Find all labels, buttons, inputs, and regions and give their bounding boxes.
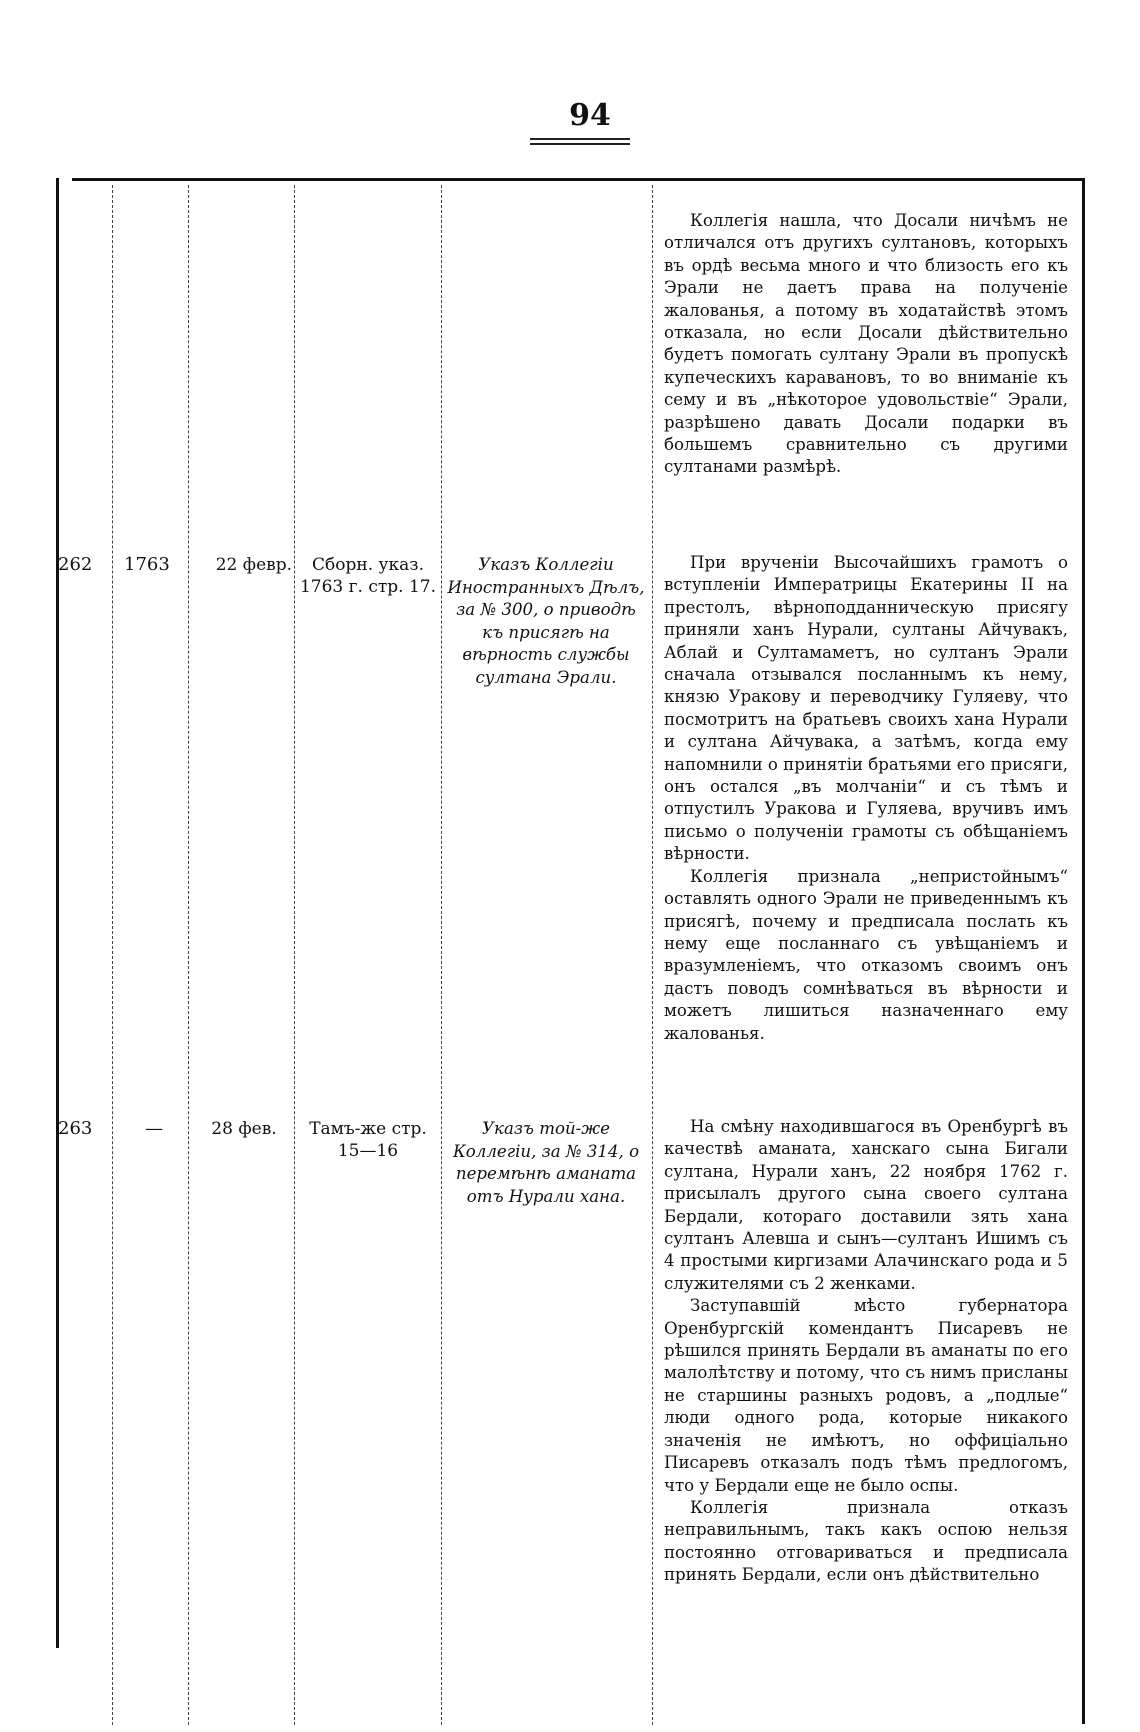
entry-paragraph: На смѣну находившагося въ Оренбургѣ въ качествѣ аманата, ханскаго сына Бигали султана, Нурали ханъ, 22 ноября 1762 г. присылалъ другого сына своего султана Бердали, котораго доставили зять хана султанъ Алевша и сынъ—султанъ Ишимъ съ 4 простыми киргизами Алачинскаго рода и 5 служителями съ 2 женками. [664,1117,1068,1293]
table-right-border [1082,178,1085,1724]
table-top-border [72,178,1082,181]
entry-title: Указъ той-же Коллегіи, за № 314, о перемѣнѣ аманата отъ Нурали хана. [452,1119,640,1206]
table-left-border [56,178,59,1648]
entry-date: 28 фев. [211,1119,277,1139]
column-divider [441,185,442,1725]
continuation-text [664,210,1068,479]
entry-date: 22 февр. [215,555,292,575]
entry-source: Сборн. указ. 1763 г. стр. 17. [299,555,437,597]
continuation-paragraph: Коллегія нашла, что Досали ничѣмъ не отличался отъ другихъ султановъ, которыхъ въ ордѣ весьма много и что близость его къ Эрали не даетъ права на полученіе жалованья, а потому въ ходатайствѣ этомъ отказала, но если Досали дѣйствительно будетъ помогать султану Эрали въ пропускѣ купеческихъ каравановъ, то во вниманіе къ сему и въ „нѣкоторое удовольствіе“ Эрали, разрѣшено давать Досали подарки въ большемъ сравнительно съ другими султанами размѣрѣ. [664,211,1068,477]
column-divider [112,185,113,1725]
column-divider [294,185,295,1725]
entry-year: — [145,1118,163,1139]
entry-paragraph: Коллегія признала отказъ неправильнымъ, такъ какъ оспою нельзя постоянно отговариваться и предписала принять Бердали, если онъ дѣйствительно [664,1497,1068,1585]
entry-paragraph: Коллегія признала „непристойнымъ“ оставлять одного Эрали не приведеннымъ къ присягѣ, почему и предписала послать къ нему еще посланнаго съ увѣщаніемъ и вразумленіемъ, что отказомъ своимъ онъ дастъ поводъ сомнѣваться въ вѣрности и можетъ лишиться назначеннаго ему жалованья. [664,866,1068,1043]
entry-number: 263 [58,1118,93,1139]
entry-paragraph: Заступавшій мѣсто губернатора Оренбургскій комендантъ Писаревъ не рѣшился принять Бердали въ аманаты по его малолѣтству и потому, что съ нимъ присланы не старшины разныхъ родовъ, а „подлые“ люди одного рода, которые никакого значенія не имѣютъ, но оффиціально Писаревъ отказалъ подъ тѣмъ предлогомъ, что у Бердали еще не было оспы. [664,1296,1068,1495]
entry-number: 262 [58,554,93,575]
entry-title: Указъ Коллегіи Иностранныхъ Дѣлъ, за № 300, о приводѣ къ присягѣ на вѣрность службы султана Эрали. [447,555,645,687]
entry-text [664,1116,1068,1587]
entry-paragraph: При врученіи Высочайшихъ грамотъ о вступленіи Императрицы Екатерины II на престолъ, вѣрноподданническую присягу приняли ханъ Нурали, султаны Айчувакъ, Аблай и Султамаметъ, но султанъ Эрали сначала отзывался посланнымъ къ нему, князю Уракову и переводчику Гуляеву, что посмотритъ на братьевъ своихъ хана Нурали и султана Айчувака, а затѣмъ, когда ему напомнили о принятіи братьями его присяги, онъ остался „въ молчаніи“ и съ тѣмъ и отпустилъ Уракова и Гуляева, вручивъ имъ письмо о полученіи грамоты съ обѣщаніемъ вѣрности. [664,553,1069,864]
page-number-rule [530,138,630,140]
entry-year: 1763 [124,554,170,575]
entry-source: Тамъ-же стр. 15—16 [309,1119,427,1161]
page-number-rule [530,143,630,145]
page-number: 94 [569,98,611,133]
column-divider [188,185,189,1725]
entry-text [664,552,1068,1045]
column-divider [652,185,653,1725]
